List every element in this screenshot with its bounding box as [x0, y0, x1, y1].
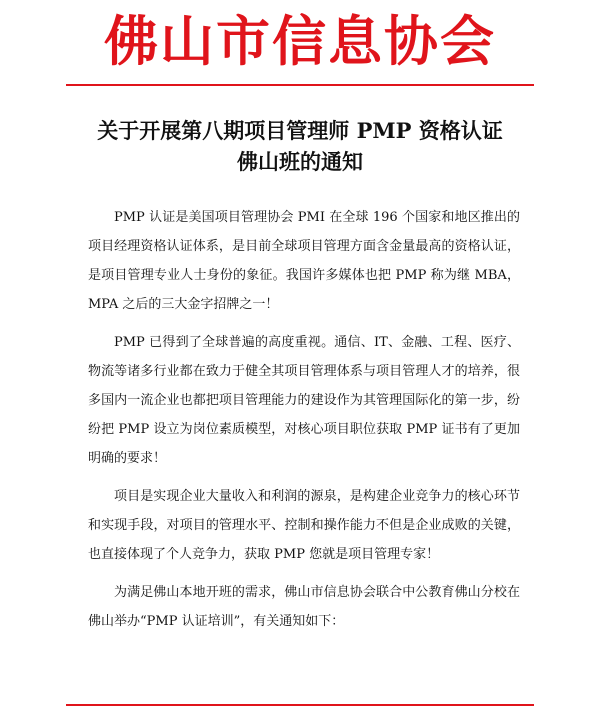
- notice-body: [88, 203, 520, 645]
- paragraph-pmp-intro: PMP 认证是美国项目管理协会 PMI 在全球 196 个国家和地区推出的项目经理资格认证体系，是目前全球项目管理方面含金量最高的资格认证，是项目管理专业人士身份的象征。我国许多媒体也把 PMP 称为继 MBA，MPA 之后的三大金字招牌之一！: [88, 210, 520, 312]
- letterhead-org-name: 佛山市信息协会: [104, 9, 496, 73]
- footer-divider: [66, 704, 534, 706]
- letterhead-divider: [66, 84, 534, 86]
- paragraph-training-announcement: 为满足佛山本地开班的需求，佛山市信息协会联合中公教育佛山分校在佛山举办“PMP 认证培训”，有关通知如下：: [88, 585, 520, 629]
- notice-title-line-1: 关于开展第八期项目管理师 PMP 资格认证: [97, 118, 503, 143]
- paragraph-pmp-recognition: PMP 已得到了全球普遍的高度重视。通信、IT、金融、工程、医疗、物流等诸多行业都在致力于健全其项目管理体系与项目管理人才的培养，很多国内一流企业也都把项目管理能力的建设作为其管理国际化的第一步，纷纷把 PMP 设立为岗位素质模型，对核心项目职位获取 PMP 证书有了更加明确的要求！: [88, 335, 520, 466]
- paragraph-project-value: 项目是实现企业大量收入和利润的源泉，是构建企业竞争力的核心环节和实现手段，对项目的管理水平、控制和操作能力不但是企业成败的关键，也直接体现了个人竞争力，获取 PMP 您就是项目管理专家！: [88, 489, 520, 562]
- notice-title-line-2: 佛山班的通知: [237, 149, 363, 174]
- notice-title: [60, 115, 540, 177]
